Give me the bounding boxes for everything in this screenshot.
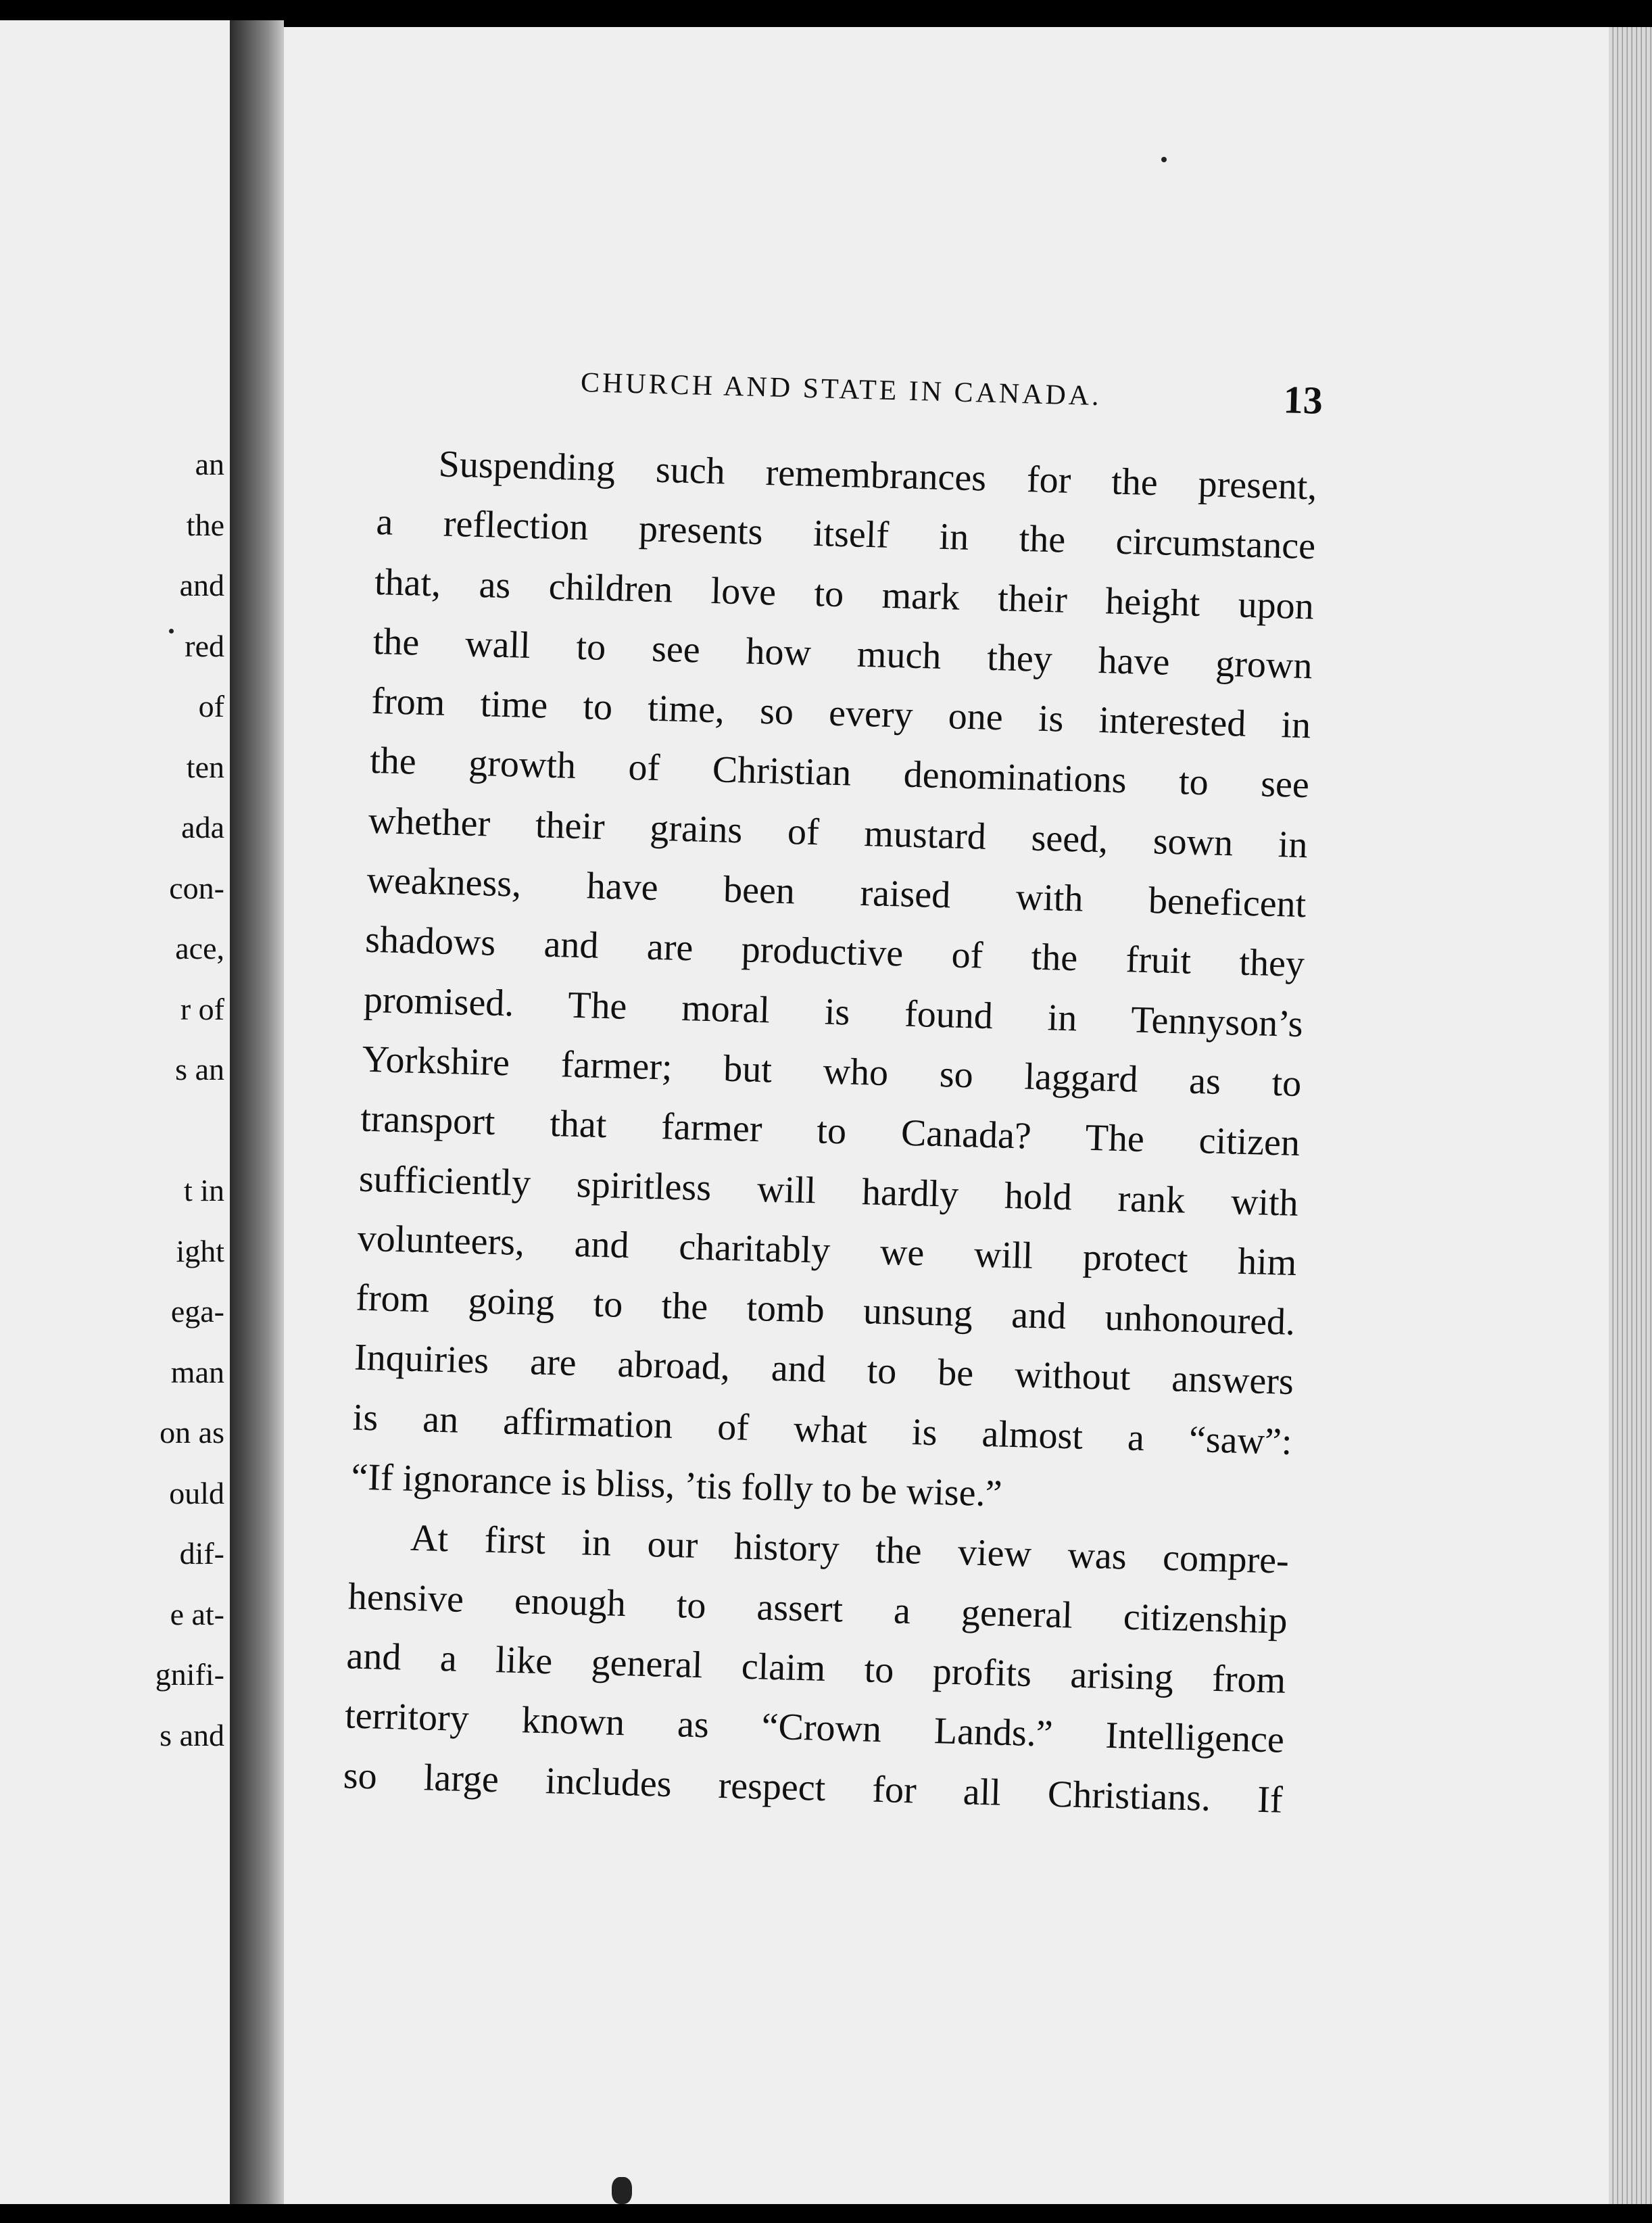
text-line: the growth of Christian denominations to see [369,740,1310,807]
speck [612,2177,632,2204]
left-page-line: an [195,447,224,481]
text-line: that, as children love to mark their height upon [374,560,1315,627]
book-gutter [230,20,284,2204]
left-page-line: on as [160,1415,224,1450]
text-line: and a like general claim to profits arising from [345,1635,1286,1702]
left-page-line: gnifi- [155,1657,224,1692]
body-text [343,433,1318,1830]
left-page-line: and [179,568,224,602]
text-line: shadows and are productive of the fruit they [364,919,1305,986]
left-page-line: ten [186,749,224,784]
text-line: Inquiries are abroad, and to be without answers [354,1336,1294,1404]
text-line: so large includes respect for all Christians. If [343,1754,1284,1821]
speck [169,629,174,634]
paragraph-1 [350,433,1317,1531]
left-page-line: dif- [179,1536,224,1571]
text-line: territory known as “Crown Lands.” Intelligence [344,1694,1285,1761]
running-title: CHURCH AND STATE IN CANADA. [580,366,1102,412]
left-page-line: red [185,628,224,663]
text-line: whether their grains of mustard seed, sown in [368,799,1309,866]
left-page-line: of [198,689,224,723]
left-page-line: the [186,507,224,542]
page-edge [1609,27,1652,2204]
text-line: Yorkshire farmer; but who so laggard as to [361,1038,1303,1105]
text-line: sufficiently spiritless will hardly hold rank with [358,1157,1299,1224]
left-page-line: s and [160,1717,224,1752]
text-line: hensive enough to assert a general citizenship [347,1575,1288,1642]
left-page-line: con- [169,870,224,905]
page-number: 13 [1282,377,1323,423]
text-line: weakness, have been raised with beneficent [366,859,1307,926]
left-page-line: ould [169,1475,224,1510]
text-line: Suspending such remembrances for the present, [438,443,1318,508]
left-page-line: ight [176,1233,224,1268]
paragraph-2 [343,1507,1290,1830]
left-page-line: ace, [175,931,224,965]
left-page-line: e at- [170,1596,224,1631]
left-page-line: s an [175,1052,224,1086]
left-page-line: r of [180,991,224,1026]
text-line: the wall to see how much they have grown [372,620,1313,688]
left-page-line: ega- [170,1294,224,1329]
speck [1161,157,1167,162]
text-line: promised. The moral is found in Tennyson’s [363,978,1304,1045]
left-page-line: t in [183,1173,224,1208]
text-line: from going to the tomb unsung and unhonoured. [355,1276,1296,1344]
left-page-line: ada [181,810,224,844]
left-page [0,20,230,2204]
text-line: volunteers, and charitably we will protect him [356,1217,1298,1284]
text-line: a reflection presents itself in the circumstance [375,501,1316,568]
text-line: is an affirmation of what is almost a “saw”: [352,1396,1293,1463]
text-line: “If ignorance is bliss, ’tis folly to be wise.” [350,1456,1003,1515]
text-line: transport that farmer to Canada? The citizen [360,1097,1301,1165]
text-line: At first in our history the view was compre- [410,1517,1290,1583]
left-page-line: man [170,1354,224,1389]
text-line: from time to time, so every one is interested in [370,680,1311,747]
